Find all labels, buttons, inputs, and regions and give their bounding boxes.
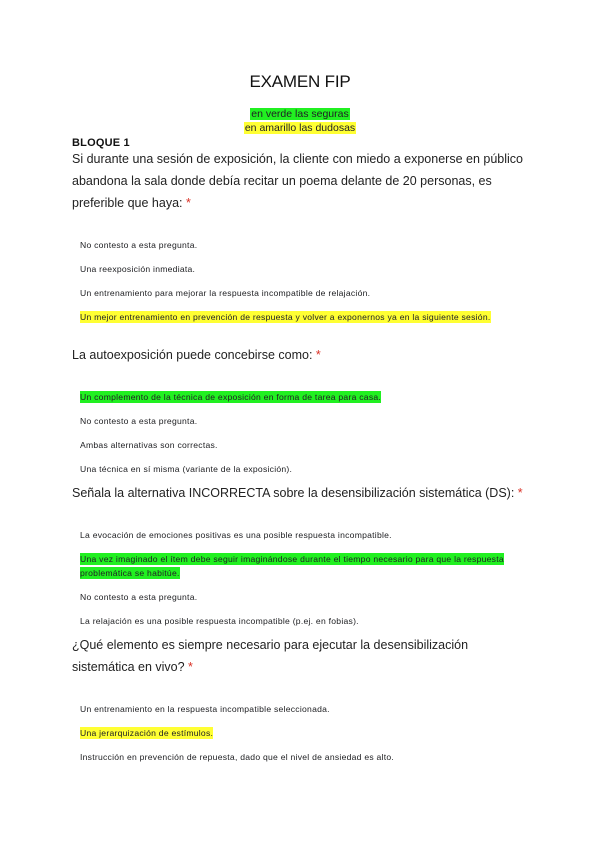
answer-option-sure[interactable] <box>80 390 528 404</box>
answer-option-doubtful[interactable] <box>80 726 528 740</box>
answer-option-text: Un entrenamiento en la respuesta incompatible seleccionada. <box>80 704 330 714</box>
answer-option[interactable] <box>80 438 528 452</box>
answer-option[interactable] <box>80 590 528 604</box>
answer-option[interactable] <box>80 614 528 628</box>
answer-option-text: No contesto a esta pregunta. <box>80 240 198 250</box>
required-marker: * <box>188 660 193 674</box>
question-text: La autoexposición puede concebirse como: <box>72 348 313 362</box>
answer-option-doubtful[interactable] <box>80 310 528 324</box>
answer-option-text: La relajación es una posible respuesta incompatible (p.ej. en fobias). <box>80 616 359 626</box>
answer-option-text: Un entrenamiento para mejorar la respuesta incompatible de relajación. <box>80 288 371 298</box>
question-4 <box>72 634 534 678</box>
answer-option-text: No contesto a esta pregunta. <box>80 416 198 426</box>
legend-sure <box>0 108 600 120</box>
answer-option-sure[interactable] <box>80 552 528 580</box>
page-title: EXAMEN FIP <box>249 72 351 91</box>
answer-option[interactable] <box>80 462 528 476</box>
section-heading: BLOQUE 1 <box>72 137 130 149</box>
required-marker: * <box>517 486 523 500</box>
answer-option-text: La evocación de emociones positivas es una posible respuesta incompatible. <box>80 530 392 540</box>
legend-doubtful <box>0 122 600 134</box>
answer-option-text: Una jerarquización de estímulos. <box>80 728 214 738</box>
answer-option-text: Ambas alternativas son correctas. <box>80 440 218 450</box>
answer-option-text: Una reexposición inmediata. <box>80 264 196 274</box>
answer-option[interactable] <box>80 528 528 542</box>
answer-option[interactable] <box>80 750 528 764</box>
answer-option[interactable] <box>80 286 528 300</box>
required-marker: * <box>315 348 321 362</box>
answer-option-text: No contesto a esta pregunta. <box>80 592 198 602</box>
answer-option[interactable] <box>80 262 528 276</box>
legend-doubtful-text: en amarillo las dudosas <box>244 122 356 134</box>
answer-option-text: Una vez imaginado el ítem debe seguir imaginándose durante el tiempo necesario para que la respuesta problemática se habitúe. <box>80 554 504 578</box>
answer-option[interactable] <box>80 238 528 252</box>
answer-option-text: Un complemento de la técnica de exposición en forma de tarea para casa. <box>80 392 382 402</box>
answer-option[interactable] <box>80 702 528 716</box>
question-1 <box>72 148 534 214</box>
legend-sure-text: en verde las seguras <box>251 108 349 120</box>
answer-option[interactable] <box>80 414 528 428</box>
answer-option-text: Instrucción en prevención de repuesta, dado que el nivel de ansiedad es alto. <box>80 752 395 762</box>
answer-option-text: Un mejor entrenamiento en prevención de respuesta y volver a exponernos ya en la siguiente sesión. <box>80 312 491 322</box>
answer-option-text: Una técnica en sí misma (variante de la exposición). <box>80 464 293 474</box>
required-marker: * <box>185 196 191 210</box>
question-text: Si durante una sesión de exposición, la cliente con miedo a exponerse en público abandona la sala donde debía recitar un poema delante de 20 personas, es preferible que haya: <box>72 152 523 210</box>
question-text: ¿Qué elemento es siempre necesario para ejecutar la desensibilización sistemática en vivo? <box>72 638 469 674</box>
question-text: Señala la alternativa INCORRECTA sobre la desensibilización sistemática (DS): <box>72 486 515 500</box>
question-3 <box>72 482 534 504</box>
question-2 <box>72 344 534 366</box>
